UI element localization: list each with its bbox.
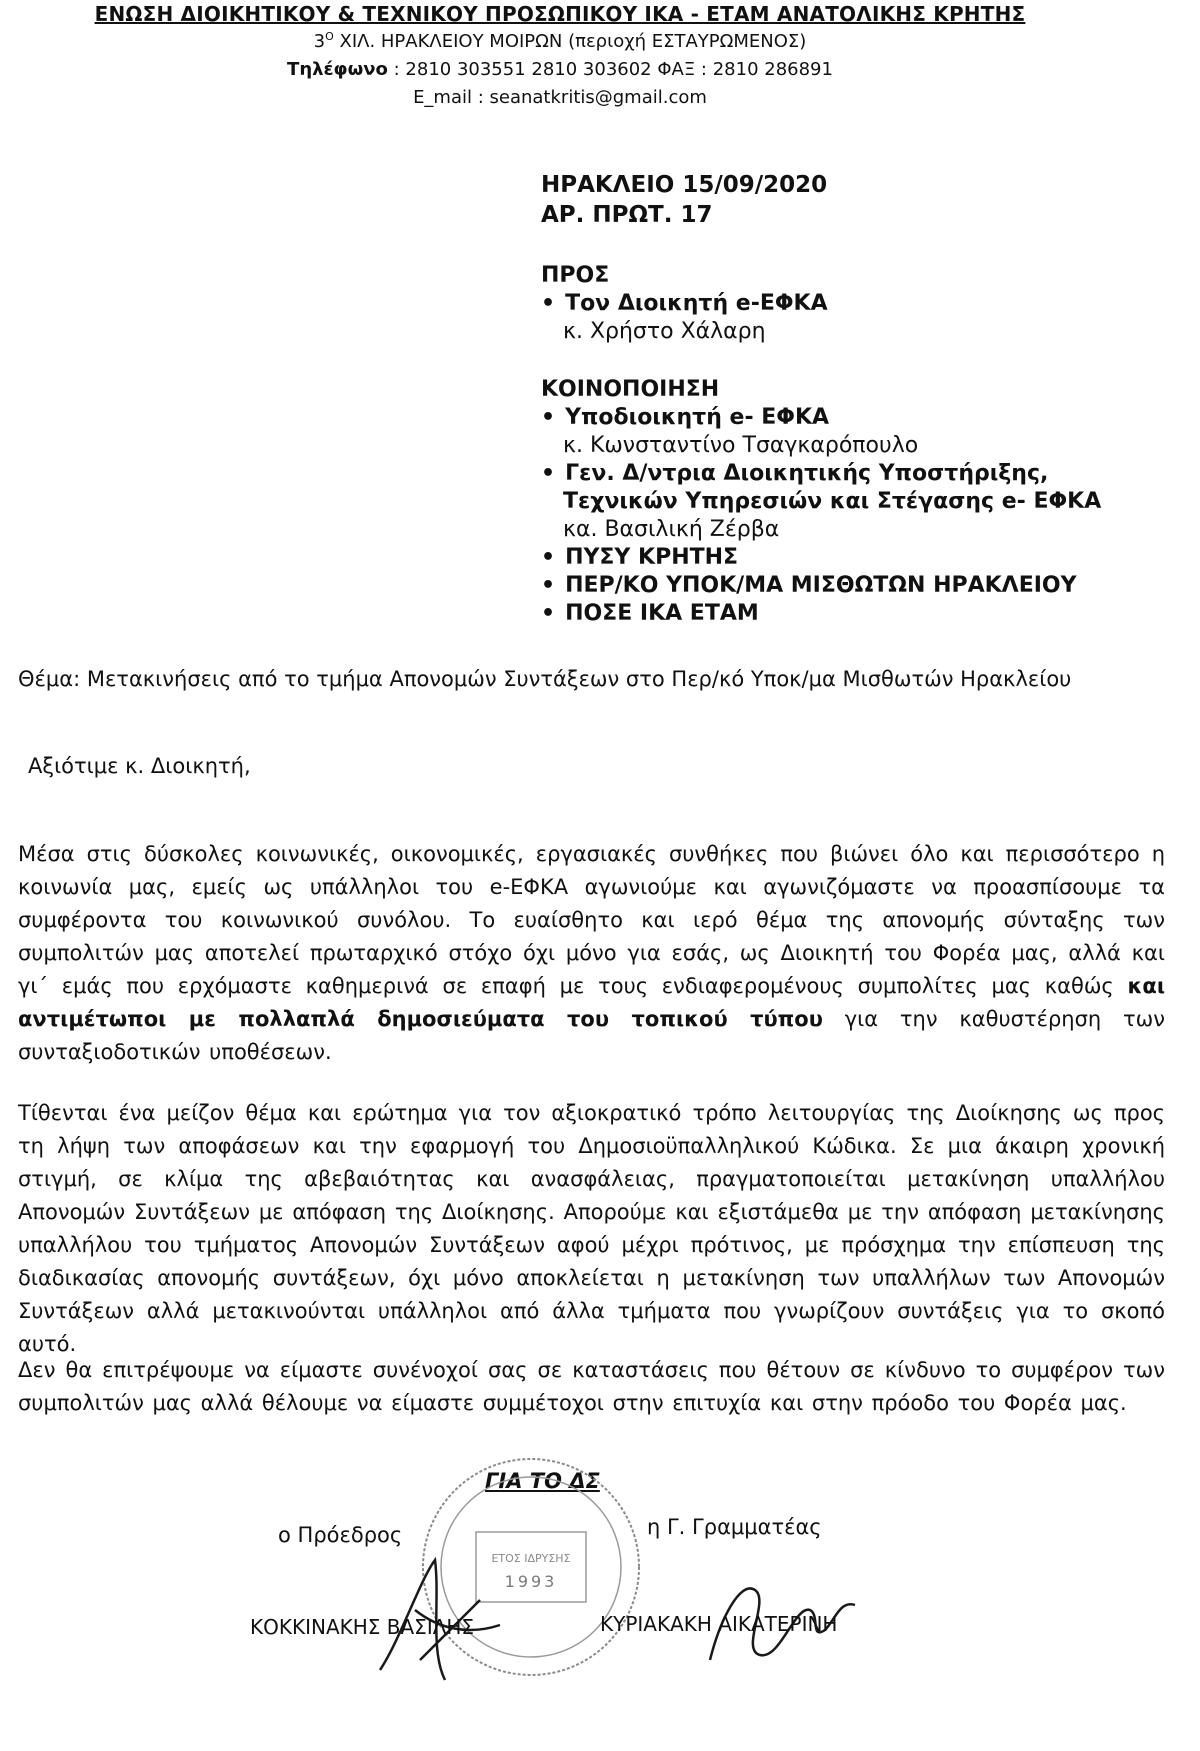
emphasis-text: και αντιμέτωποι με πολλαπλά δημοσιεύματα του τοπικού τύπου (18, 974, 1165, 1031)
cc-item: • ΠΕΡ/ΚΟ ΥΠΟΚ/ΜΑ ΜΙΣΘΩΤΩΝ ΗΡΑΚΛΕΙΟΥ (541, 572, 1101, 600)
date-line: ΗΡΑΚΛΕΙΟ 15/09/2020 (541, 172, 828, 198)
organization-email: E_mail : seanatkritis@gmail.com (413, 87, 707, 108)
body-paragraph-3: Δεν θα επιτρέψουμε να είμαστε συνένοχοί σας σε καταστάσεις που θέτουν σε κίνδυνο το συμφέρον των συμπολιτών μας αλλά θέλουμε να είμαστε συμμέτοχοι στην επιτυχία και στην πρόοδο του Φορέα μας. (18, 1358, 1165, 1415)
date-protocol-block (541, 170, 827, 230)
subject-line: Θέμα: Μετακινήσεις από το τμήμα Απονομών Συντάξεων στο Περ/κό Υποκ/μα Μισθωτών Ηρακλείου (18, 667, 1072, 691)
cc-item: • ΠΥΣΥ ΚΡΗΤΗΣ (541, 544, 1101, 572)
cc-label: ΚΟΙΝΟΠΟΙΗΣΗ (541, 377, 720, 402)
recipients-block (541, 262, 828, 346)
svg-text:1993: 1993 (504, 1572, 558, 1591)
cc-block (541, 376, 1101, 628)
recipients-label: ΠΡΟΣ (541, 263, 610, 288)
secretary-name: ΚΥΡΙΑΚΑΚΗ ΑΙΚΑΤΕΡΙΝΗ (600, 1612, 838, 1636)
organization-name: ΕΝΩΣΗ ΔΙΟΙΚΗΤΙΚΟΥ & ΤΕΧΝΙΚΟΥ ΠΡΟΣΩΠΙΚΟΥ ΙΚΑ - ΕΤΑΜ ΑΝΑΤΟΛΙΚΗΣ ΚΡΗΤΗΣ (94, 2, 1026, 26)
cc-person: κα. Βασιλική Ζέρβα (563, 517, 780, 542)
cc-item: • ΠΟΣΕ ΙΚΑ ΕΤΑΜ (541, 600, 1101, 628)
protocol-line: ΑΡ. ΠΡΩΤ. 17 (541, 202, 713, 228)
president-name: ΚΟΚΚΙΝΑΚΗΣ ΒΑΣΙΛΗΣ (250, 1615, 475, 1639)
body-paragraph-2: Τίθενται ένα μείζον θέμα και ερώτημα για τον αξιοκρατικό τρόπο λειτουργίας της Διοίκησης ως προς τη λήψη των αποφάσεων και την εφαρμογή του Δημοσιοϋπαλληλικού Κώδικα. Σε μια άκαιρη χρονική στιγμή, σε κλίμα της αβεβαιότητας και ανασφάλειας, πραγματοποιείται μετακίνηση υπαλλήλου Απονομών Συντάξεων με απόφαση της Διοίκησης. Απορούμε και εξιστάμεθα με την απόφαση μετακίνησης υπαλλήλου του τμήματος Απονομών Συντάξεων αφού μέχρι πρότινος, με πρόσχημα την επίσπευση της διαδικασίας απονομής συντάξεων, όχι μόνο αποκλείεται η μετακίνηση των υπαλλήλων των Απονομών Συντάξεων αλλά μετακινούνται υπάλληλοι από άλλα τμήματα που γνωρίζουν συντάξεις για το σκοπό αυτό. (18, 1101, 1165, 1356)
recipient-person: κ. Χρήστο Χάλαρη (563, 319, 766, 344)
svg-text:ΕΤΟΣ ΙΔΡΥΣΗΣ: ΕΤΟΣ ΙΔΡΥΣΗΣ (491, 1552, 571, 1565)
secretary-role: η Γ. Γραμματέας (647, 1515, 822, 1539)
organization-phone: Τηλέφωνο : 2810 303551 2810 303602 ΦΑΞ : 2810 286891 (287, 59, 833, 80)
cc-item-continued: Τεχνικών Υπηρεσιών και Στέγασης e- ΕΦΚΑ (563, 489, 1102, 514)
signature-section-title: ΓΙΑ ΤΟ ΔΣ (485, 1469, 600, 1493)
greeting: Αξιότιμε κ. Διοικητή, (28, 754, 251, 778)
cc-person: κ. Κωνσταντίνο Τσαγκαρόπουλο (563, 433, 919, 458)
cc-item: • Υποδιοικητή e- ΕΦΚΑ (541, 404, 1101, 432)
cc-item: • Γεν. Δ/ντρια Διοικητικής Υποστήριξης, (541, 460, 1101, 488)
president-role: ο Πρόεδρος (278, 1523, 403, 1547)
body-paragraph-1: Μέσα στις δύσκολες κοινωνικές, οικονομικές, εργασιακές συνθήκες που βιώνει όλο και περισσότερο η κοινωνία μας, εμείς ως υπάλληλοι του e-ΕΦΚΑ αγωνιούμε και αγωνιζόμαστε να προασπίσουμε τα συμφέροντα του κοινωνικού συνόλου. Το ευαίσθητο και ιερό θέμα της απονομής σύνταξης των συμπολιτών μας αποτελεί πρωταρχικό στόχο όχι μόνο για εσάς, ως Διοικητή του Φορέα μας, αλλά και γι΄ εμάς που ερχόμαστε καθημερινά σε επαφή με τους ενδιαφερομένους συμπολίτες μας καθώς και αντιμέτωποι με πολλαπλά δημοσιεύματα του τοπικού τύπου για την καθυστέρηση των συνταξιοδοτικών υποθέσεων. (18, 842, 1165, 1064)
organization-address: $3^O$ ΧΙΛ. ΗΡΑΚΛΕΙΟΥ ΜΟΙΡΩΝ (περιοχή ΕΣΤΑΥΡΩΜΕΝΟΣ) (313, 30, 807, 52)
recipient-title: • Τον Διοικητή e-ΕΦΚΑ (541, 290, 828, 318)
